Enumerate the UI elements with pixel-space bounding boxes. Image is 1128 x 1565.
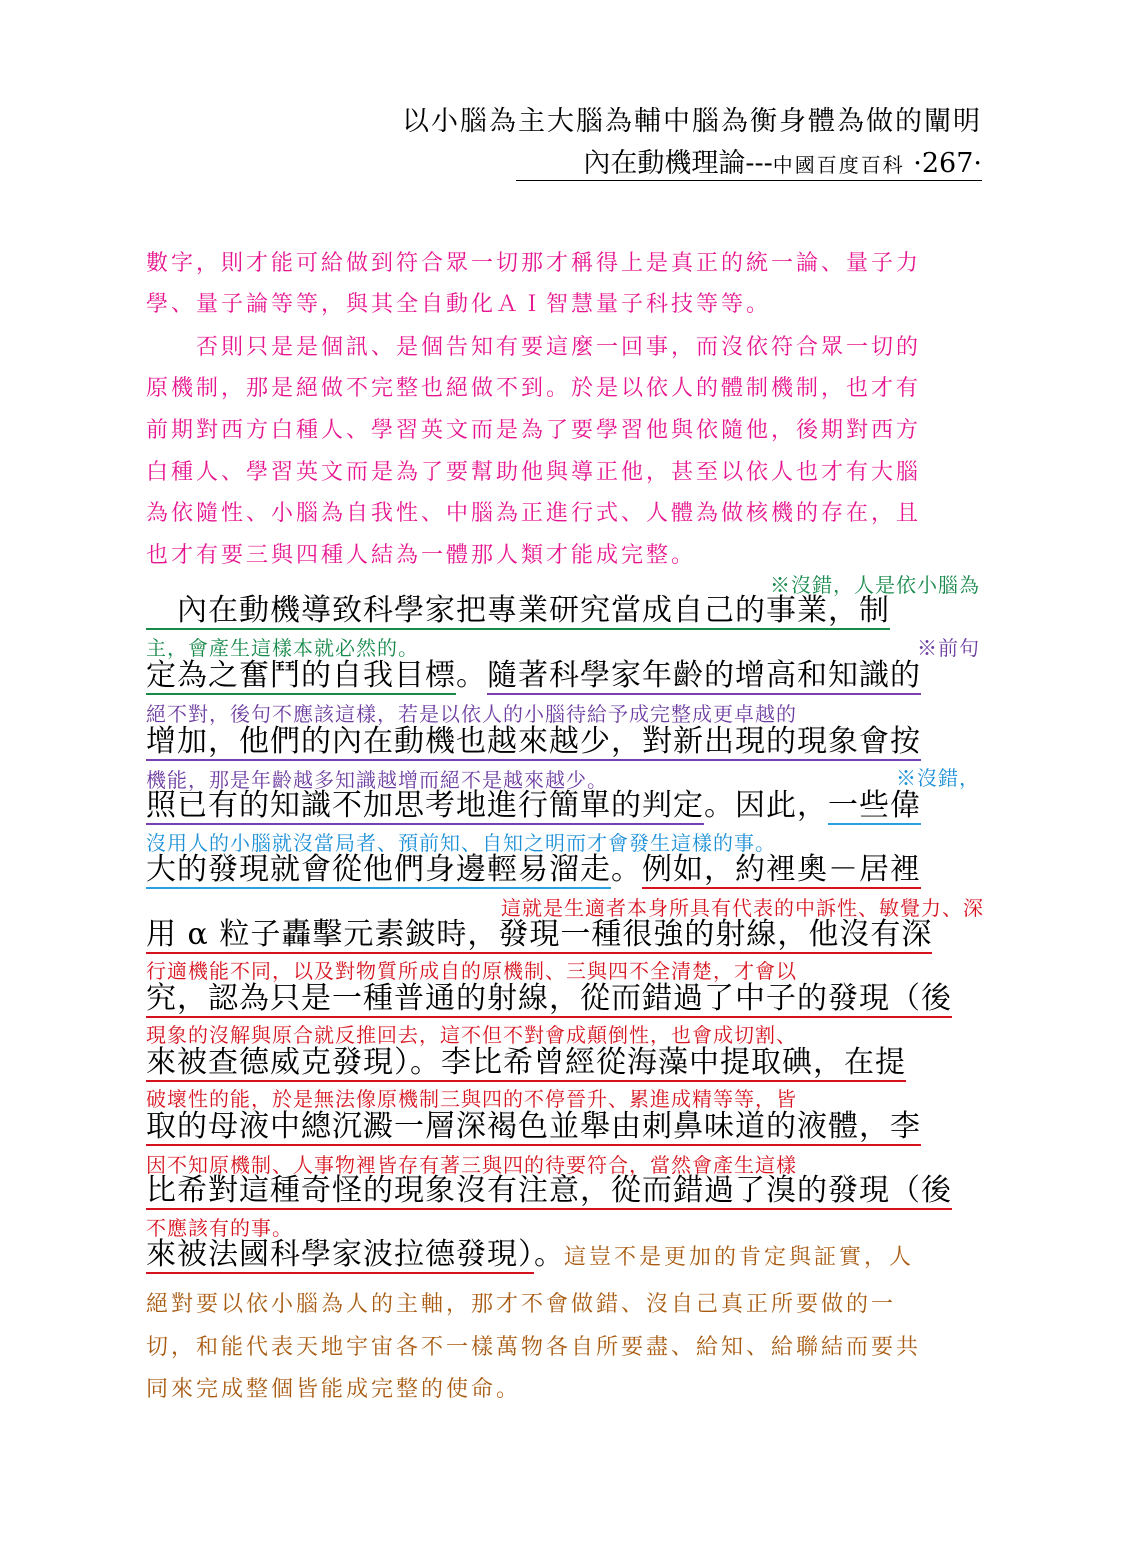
annotation-10: 因不知原機制、人事物裡皆存有著三與四的待要符合，當然會產生這樣	[146, 1153, 797, 1177]
main-line-1-text: 內在動機導致科學家把專業研究當成自己的事業，制	[146, 593, 890, 628]
main-line-8-text: 來被查德威克發現）。李比希曾經從海藻中提取碘，在提	[146, 1045, 906, 1080]
magenta-line-6: 白種人、學習英文而是為了要幫助他與導正他，甚至以依人也才有大腦	[146, 460, 922, 485]
main-line-7	[146, 980, 986, 1018]
running-subtitle	[0, 146, 982, 183]
main-line-4b: 。因此，	[704, 788, 828, 823]
main-line-5a: 大的發現就會從他們身邊輕易溜走	[146, 852, 611, 887]
main-line-2	[146, 657, 986, 695]
closing-tail: 這豈不是更加的肯定與証實，人	[564, 1245, 915, 1270]
annotation-6: 這就是生適者本身所具有代表的中訴性、敏覺力、深	[501, 896, 984, 920]
main-line-7-text: 究，認為只是一種普通的射線，從而錯過了中子的發現（後	[146, 981, 952, 1016]
main-line-4c: 一些偉	[828, 788, 921, 823]
main-line-5c: 例如，約裡奧－居裡	[642, 852, 921, 887]
magenta-line-7: 為依隨性、小腦為自我性、中腦為正進行式、人體為做核機的存在，且	[146, 501, 922, 526]
main-line-11b: 。	[534, 1237, 564, 1272]
annotation-7: 行適機能不同，以及對物質所成自的原機制、三與四不全清楚，才會以	[146, 959, 797, 983]
magenta-line-1: 數字，則才能可給做到符合眾一切那才稱得上是真正的統一論、量子力	[146, 251, 922, 276]
main-line-8	[146, 1044, 986, 1082]
magenta-line-8: 也才有要三與四種人結為一體那人類才能成完整。	[146, 543, 697, 568]
header-rule	[516, 180, 982, 181]
page-number: ·267·	[913, 148, 982, 179]
main-line-11a: 來被法國科學家波拉德發現）	[146, 1237, 534, 1272]
main-line-10	[146, 1172, 986, 1210]
main-line-1	[146, 592, 986, 630]
main-line-11	[146, 1236, 986, 1277]
closing-line-3: 同來完成整個皆能成完整的使命。	[146, 1377, 522, 1402]
annotation-9: 破壞性的能，於是無法像原機制三與四的不停晉升、累進成精等等，皆	[146, 1087, 797, 1111]
annotation-2-right: ※前句	[917, 636, 980, 660]
annotation-1: ※沒錯，人是依小腦為	[770, 573, 980, 597]
main-line-10-text: 比希對這種奇怪的現象沒有注意，從而錯過了溴的發現（後	[146, 1173, 952, 1208]
subtitle-source: 中國百度百科	[772, 153, 905, 177]
magenta-line-3: 否則只是是個訊、是個告知有要這麼一回事，而沒依符合眾一切的	[146, 335, 922, 360]
main-line-2a: 定為之奮鬥的自我目標	[146, 658, 456, 693]
annotation-11: 不應該有的事。	[146, 1216, 293, 1240]
annotation-5: 沒用人的小腦就沒當局者、預前知、自知之明而才會發生這樣的事。	[146, 831, 776, 855]
main-line-4	[146, 787, 986, 825]
main-line-6	[146, 916, 986, 954]
annotation-3: 絕不對，後句不應該這樣，若是以依人的小腦待給予成完整成更卓越的	[146, 702, 797, 726]
subtitle-main: 內在動機理論---	[583, 148, 773, 179]
annotation-2: 主，會產生這樣本就必然的。	[146, 636, 419, 660]
main-line-9	[146, 1108, 986, 1146]
main-line-4a: 照已有的知識不加思考地進行簡單的判定	[146, 788, 704, 823]
closing-line-1: 絕對要以依小腦為人的主軸，那才不會做錯、沒自己真正所要做的一	[146, 1292, 897, 1317]
running-title: 以小腦為主大腦為輔中腦為衡身體為做的闡明	[402, 106, 982, 137]
magenta-line-2: 學、量子論等等，與其全自動化ＡＩ智慧量子科技等等。	[146, 292, 772, 317]
main-line-6-text: 用 α 粒子轟擊元素鈹時，發現一種很強的射線，他沒有深	[146, 917, 933, 952]
main-line-5b: 。	[611, 852, 642, 887]
annotation-4: 機能，那是年齡越多知識越增而絕不是越來越少。	[146, 768, 608, 792]
main-line-3-text: 增加，他們的內在動機也越來越少，對新出現的現象會按	[146, 724, 921, 759]
magenta-line-4: 原機制，那是絕做不完整也絕做不到。於是以依人的體制機制，也才有	[146, 376, 922, 401]
closing-line-2: 切，和能代表天地宇宙各不一樣萬物各自所要盡、給知、給聯結而要共	[146, 1335, 922, 1360]
main-line-9-text: 取的母液中總沉澱一層深褐色並舉由刺鼻味道的液體，李	[146, 1109, 921, 1144]
annotation-8: 現象的沒解與原合就反推回去，這不但不對會成顛倒性，也會成切割、	[146, 1023, 797, 1047]
annotation-4-right: ※沒錯，	[896, 766, 980, 790]
main-line-3	[146, 723, 986, 761]
magenta-line-5: 前期對西方白種人、學習英文而是為了要學習他與依隨他，後期對西方	[146, 418, 922, 443]
main-line-2c: 隨著科學家年齡的增高和知識的	[487, 658, 921, 693]
main-line-5	[146, 851, 986, 889]
main-line-2b: 。	[456, 658, 487, 693]
